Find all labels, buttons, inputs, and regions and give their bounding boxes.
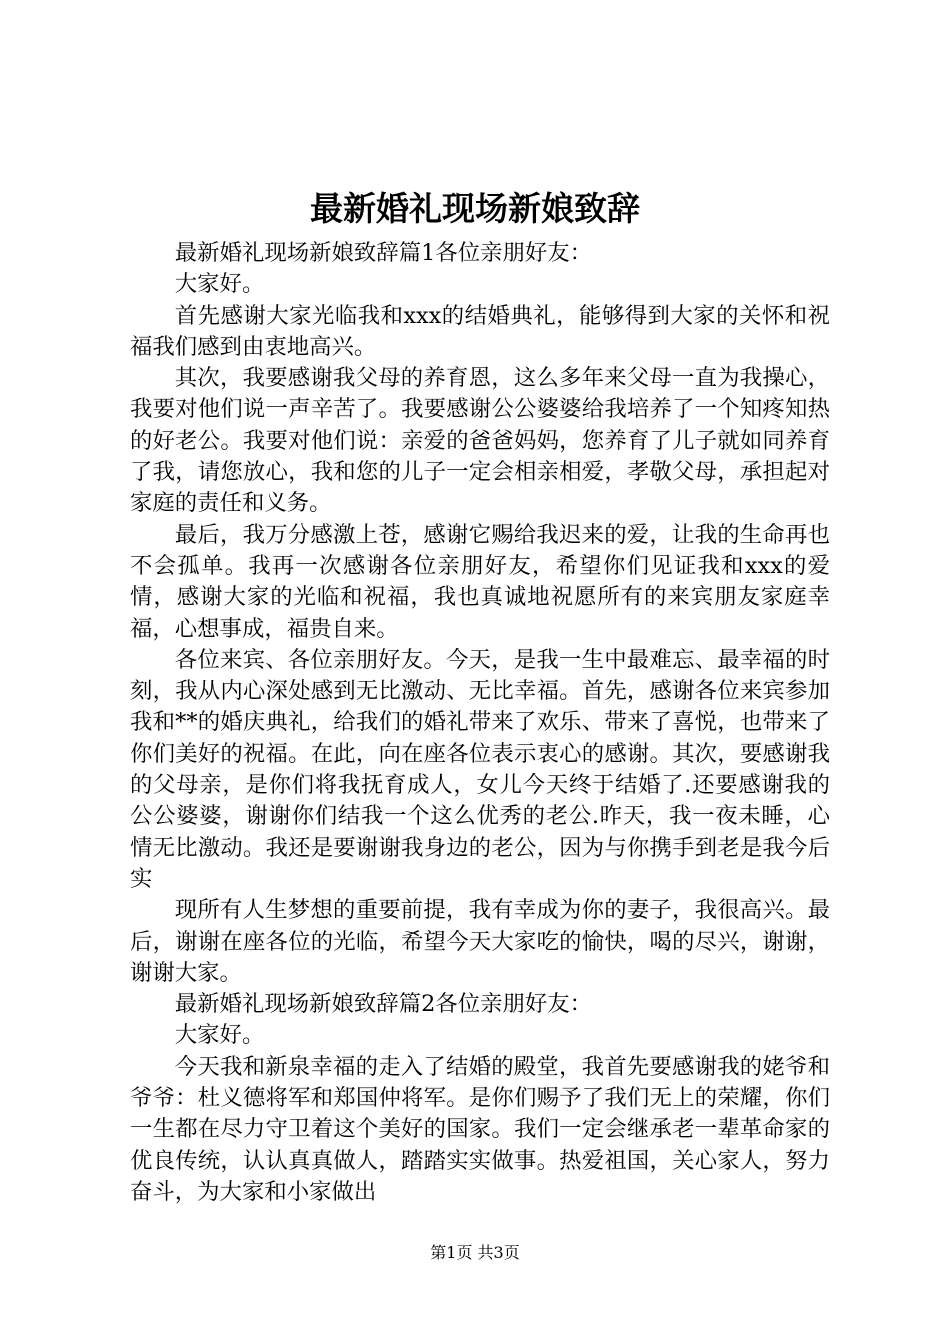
document-body [130,238,830,1208]
paragraph-1: 最新婚礼现场新娘致辞篇1各位亲朋好友： [174,240,593,266]
document-title: 最新婚礼现场新娘致辞 [310,189,640,228]
paragraph-9: 大家好。 [174,1022,265,1049]
paragraph-3: 首先感谢大家光临我和xxx的结婚典礼，能够得到大家的关怀和祝福我们感到由衷地高兴。 [130,302,830,360]
paragraph-6: 各位来宾、各位亲朋好友。今天，是我一生中最难忘、最幸福的时刻，我从内心深处感到无比激动、无比幸福。首先，感谢各位来宾参加我和**的婚庆典礼，给我们的婚礼带来了欢乐、带来了喜悦，也带来了你们美好的祝福。在此，向在座各位表示衷心的感谢。其次，要感谢我的父母亲，是你们将我抚育成人，女儿今天终于结婚了.还要感谢我的公公婆婆，谢谢你们结我一个这么优秀的老公.昨天，我一夜未睡，心情无比激动。我还是要谢谢我身边的老公，因为与你携手到老是我今后实 [130,646,830,892]
paragraph-8: 最新婚礼现场新娘致辞篇2各位亲朋好友： [174,991,593,1018]
paragraph-4: 其次，我要感谢我父母的养育恩，这么多年来父母一直为我操心，我要对他们说一声辛苦了。我要感谢公公婆婆给我培养了一个知疼知热的好老公。我要对他们说：亲爱的爸爸妈妈，您养育了儿子就如同养育了我，请您放心，我和您的儿子一定会相亲相爱，孝敬父母，承担起对家庭的责任和义务。 [130,365,830,517]
page-footer: 第1页 共3页 [430,1243,520,1262]
paragraph-10: 今天我和新泉幸福的走入了结婚的殿堂，我首先要感谢我的姥爷和爷爷：杜义德将军和郑国仲将军。是你们赐予了我们无上的荣耀，你们一生都在尽力守卫着这个美好的国家。我们一定会继承老一辈革命家的优良传统，认认真真做人，踏踏实实做事。热爱祖国，关心家人，努力奋斗，为大家和小家做出 [130,1053,830,1205]
paragraph-5: 最后，我万分感激上苍，感谢它赐给我迟来的爱，让我的生命再也不会孤单。我再一次感谢各位亲朋好友，希望你们见证我和xxx的爱情，感谢大家的光临和祝福，我也真诚地祝愿所有的来宾朋友家庭幸福，心想事成，福贵自来。 [130,521,830,642]
paragraph-2: 大家好。 [174,271,265,298]
paragraph-7: 现所有人生梦想的重要前提，我有幸成为你的妻子，我很高兴。最后，谢谢在座各位的光临，希望今天大家吃的愉快，喝的尽兴，谢谢，谢谢大家。 [130,897,830,986]
